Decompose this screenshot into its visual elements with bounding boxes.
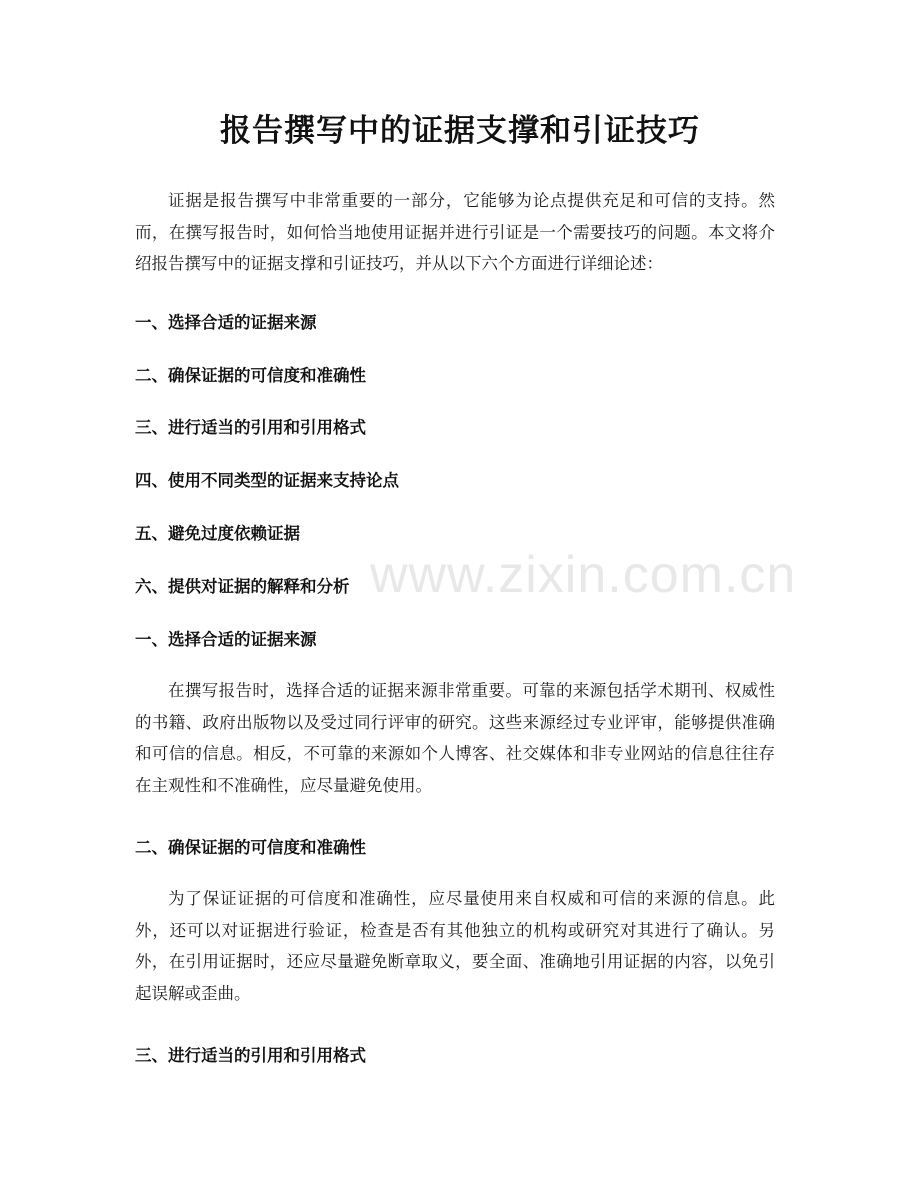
outline-item-3: 三、进行适当的引用和引用格式	[135, 418, 366, 437]
section-1-body: 在撰写报告时，选择合适的证据来源非常重要。可靠的来源包括学术期刊、权威性的书籍、政府出版物以及受过同行评审的研究。这些来源经过专业评审，能够提供准确和可信的信息。相反，不可靠的来源如个人博客、社交媒体和非专业网站的信息往往存在主观性和不准确性，应尽量避免使用。	[135, 681, 775, 795]
outline-item-1: 一、选择合适的证据来源	[135, 313, 317, 332]
section-1-heading: 一、选择合适的证据来源	[135, 630, 317, 649]
section-2-body: 为了保证证据的可信度和准确性，应尽量使用来自权威和可信的来源的信息。此外，还可以对证据进行验证，检查是否有其他独立的机构或研究对其进行了确认。另外，在引用证据时，还应尽量避免断章取义，要全面、准确地引用证据的内容，以免引起误解或歪曲。	[135, 889, 775, 1003]
outline-item-2: 二、确保证据的可信度和准确性	[135, 366, 366, 385]
section-2-heading: 二、确保证据的可信度和准确性	[135, 838, 366, 857]
outline-item-5: 五、避免过度依赖证据	[135, 524, 300, 543]
outline-item-4: 四、使用不同类型的证据来支持论点	[135, 471, 399, 490]
section-3-heading: 三、进行适当的引用和引用格式	[135, 1046, 366, 1065]
document-title: 报告撰写中的证据支撑和引证技巧	[220, 113, 700, 149]
watermark: www.zixin.com.cn	[370, 546, 797, 604]
intro-paragraph: 证据是报告撰写中非常重要的一部分，它能够为论点提供充足和可信的支持。然而，在撰写报告时，如何恰当地使用证据并进行引证是一个需要技巧的问题。本文将介绍报告撰写中的证据支撑和引证技巧，并从以下六个方面进行详细论述：	[135, 191, 775, 273]
outline-item-6: 六、提供对证据的解释和分析	[135, 577, 350, 596]
